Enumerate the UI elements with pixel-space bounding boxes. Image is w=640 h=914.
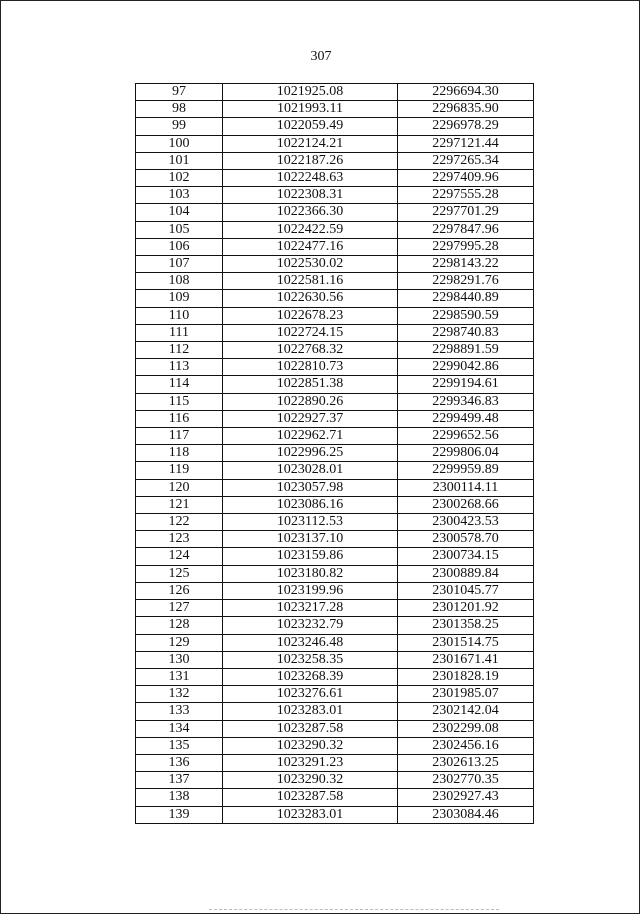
x-coordinate-cell: 1022308.31 [223,187,398,204]
point-number-cell: 116 [136,410,223,427]
table-row [136,496,534,513]
x-coordinate-cell: 1023180.82 [223,565,398,582]
x-coordinate-cell: 1022851.38 [223,376,398,393]
table-row [136,256,534,273]
y-coordinate-cell: 2303084.46 [398,806,534,823]
point-number-cell: 111 [136,324,223,341]
table-row [136,617,534,634]
point-number-cell: 109 [136,290,223,307]
point-number-cell: 130 [136,651,223,668]
point-number-cell: 131 [136,668,223,685]
point-number-cell: 99 [136,118,223,135]
y-coordinate-cell: 2299959.89 [398,462,534,479]
table-row [136,187,534,204]
table-row [136,479,534,496]
y-coordinate-cell: 2300734.15 [398,548,534,565]
table-row [136,170,534,187]
x-coordinate-cell: 1023217.28 [223,600,398,617]
x-coordinate-cell: 1022768.32 [223,342,398,359]
y-coordinate-cell: 2297121.44 [398,135,534,152]
table-row [136,307,534,324]
point-number-cell: 128 [136,617,223,634]
point-number-cell: 103 [136,187,223,204]
x-coordinate-cell: 1022630.56 [223,290,398,307]
table-row [136,668,534,685]
x-coordinate-cell: 1022124.21 [223,135,398,152]
point-number-cell: 136 [136,754,223,771]
x-coordinate-cell: 1022927.37 [223,410,398,427]
y-coordinate-cell: 2301514.75 [398,634,534,651]
point-number-cell: 114 [136,376,223,393]
table-row [136,359,534,376]
table-row [136,720,534,737]
y-coordinate-cell: 2297847.96 [398,221,534,238]
point-number-cell: 100 [136,135,223,152]
point-number-cell: 122 [136,514,223,531]
point-number-cell: 104 [136,204,223,221]
x-coordinate-cell: 1023258.35 [223,651,398,668]
point-number-cell: 138 [136,789,223,806]
point-number-cell: 134 [136,720,223,737]
footer-rule [209,909,499,910]
x-coordinate-cell: 1022477.16 [223,238,398,255]
point-number-cell: 106 [136,238,223,255]
point-number-cell: 112 [136,342,223,359]
y-coordinate-cell: 2299652.56 [398,428,534,445]
y-coordinate-cell: 2298590.59 [398,307,534,324]
x-coordinate-cell: 1022366.30 [223,204,398,221]
point-number-cell: 119 [136,462,223,479]
y-coordinate-cell: 2301985.07 [398,686,534,703]
point-number-cell: 124 [136,548,223,565]
point-number-cell: 123 [136,531,223,548]
table-row [136,772,534,789]
table-row [136,410,534,427]
x-coordinate-cell: 1023290.32 [223,737,398,754]
y-coordinate-cell: 2302142.04 [398,703,534,720]
x-coordinate-cell: 1023283.01 [223,703,398,720]
table-row [136,118,534,135]
coordinates-table-body [136,84,534,824]
x-coordinate-cell: 1022530.02 [223,256,398,273]
table-row [136,135,534,152]
x-coordinate-cell: 1023232.79 [223,617,398,634]
x-coordinate-cell: 1022996.25 [223,445,398,462]
y-coordinate-cell: 2302927.43 [398,789,534,806]
table-row [136,393,534,410]
point-number-cell: 126 [136,582,223,599]
table-row [136,806,534,823]
x-coordinate-cell: 1023290.32 [223,772,398,789]
point-number-cell: 97 [136,84,223,101]
x-coordinate-cell: 1023246.48 [223,634,398,651]
x-coordinate-cell: 1023086.16 [223,496,398,513]
coordinates-table [135,83,534,824]
table-row [136,324,534,341]
point-number-cell: 98 [136,101,223,118]
y-coordinate-cell: 2302613.25 [398,754,534,771]
y-coordinate-cell: 2300114.11 [398,479,534,496]
table-row [136,531,534,548]
point-number-cell: 129 [136,634,223,651]
y-coordinate-cell: 2297409.96 [398,170,534,187]
x-coordinate-cell: 1021925.08 [223,84,398,101]
table-row [136,789,534,806]
y-coordinate-cell: 2297701.29 [398,204,534,221]
point-number-cell: 107 [136,256,223,273]
x-coordinate-cell: 1022962.71 [223,428,398,445]
y-coordinate-cell: 2298891.59 [398,342,534,359]
y-coordinate-cell: 2299346.83 [398,393,534,410]
table-row [136,462,534,479]
y-coordinate-cell: 2299499.48 [398,410,534,427]
x-coordinate-cell: 1023159.86 [223,548,398,565]
y-coordinate-cell: 2296978.29 [398,118,534,135]
y-coordinate-cell: 2302770.35 [398,772,534,789]
table-row [136,703,534,720]
table-row [136,445,534,462]
y-coordinate-cell: 2300423.53 [398,514,534,531]
x-coordinate-cell: 1023057.98 [223,479,398,496]
x-coordinate-cell: 1022678.23 [223,307,398,324]
point-number-cell: 102 [136,170,223,187]
table-row [136,565,534,582]
x-coordinate-cell: 1022724.15 [223,324,398,341]
point-number-cell: 105 [136,221,223,238]
table-row [136,582,534,599]
y-coordinate-cell: 2301201.92 [398,600,534,617]
x-coordinate-cell: 1022890.26 [223,393,398,410]
table-row [136,651,534,668]
table-row [136,737,534,754]
point-number-cell: 113 [136,359,223,376]
x-coordinate-cell: 1023287.58 [223,789,398,806]
x-coordinate-cell: 1023137.10 [223,531,398,548]
y-coordinate-cell: 2300578.70 [398,531,534,548]
table-row [136,273,534,290]
y-coordinate-cell: 2301671.41 [398,651,534,668]
y-coordinate-cell: 2299806.04 [398,445,534,462]
y-coordinate-cell: 2296835.90 [398,101,534,118]
x-coordinate-cell: 1023287.58 [223,720,398,737]
point-number-cell: 118 [136,445,223,462]
point-number-cell: 125 [136,565,223,582]
y-coordinate-cell: 2300268.66 [398,496,534,513]
table-row [136,290,534,307]
y-coordinate-cell: 2299042.86 [398,359,534,376]
y-coordinate-cell: 2299194.61 [398,376,534,393]
table-row [136,204,534,221]
table-row [136,376,534,393]
y-coordinate-cell: 2301045.77 [398,582,534,599]
point-number-cell: 139 [136,806,223,823]
point-number-cell: 115 [136,393,223,410]
x-coordinate-cell: 1022187.26 [223,152,398,169]
table-row [136,686,534,703]
table-row [136,84,534,101]
x-coordinate-cell: 1022810.73 [223,359,398,376]
point-number-cell: 121 [136,496,223,513]
x-coordinate-cell: 1022248.63 [223,170,398,187]
x-coordinate-cell: 1023028.01 [223,462,398,479]
page-number: 307 [310,49,332,64]
table-row [136,238,534,255]
x-coordinate-cell: 1022422.59 [223,221,398,238]
y-coordinate-cell: 2302299.08 [398,720,534,737]
table-row [136,152,534,169]
y-coordinate-cell: 2298291.76 [398,273,534,290]
y-coordinate-cell: 2298440.89 [398,290,534,307]
table-row [136,428,534,445]
table-row [136,221,534,238]
point-number-cell: 110 [136,307,223,324]
x-coordinate-cell: 1023283.01 [223,806,398,823]
y-coordinate-cell: 2300889.84 [398,565,534,582]
x-coordinate-cell: 1023291.23 [223,754,398,771]
table-row [136,342,534,359]
point-number-cell: 133 [136,703,223,720]
point-number-cell: 132 [136,686,223,703]
y-coordinate-cell: 2297995.28 [398,238,534,255]
x-coordinate-cell: 1022581.16 [223,273,398,290]
x-coordinate-cell: 1023276.61 [223,686,398,703]
x-coordinate-cell: 1023199.96 [223,582,398,599]
y-coordinate-cell: 2302456.16 [398,737,534,754]
point-number-cell: 108 [136,273,223,290]
point-number-cell: 117 [136,428,223,445]
table-row [136,754,534,771]
x-coordinate-cell: 1023268.39 [223,668,398,685]
y-coordinate-cell: 2297265.34 [398,152,534,169]
y-coordinate-cell: 2298143.22 [398,256,534,273]
point-number-cell: 127 [136,600,223,617]
x-coordinate-cell: 1021993.11 [223,101,398,118]
y-coordinate-cell: 2297555.28 [398,187,534,204]
table-row [136,600,534,617]
y-coordinate-cell: 2301358.25 [398,617,534,634]
y-coordinate-cell: 2301828.19 [398,668,534,685]
x-coordinate-cell: 1022059.49 [223,118,398,135]
point-number-cell: 120 [136,479,223,496]
point-number-cell: 101 [136,152,223,169]
table-row [136,101,534,118]
point-number-cell: 137 [136,772,223,789]
point-number-cell: 135 [136,737,223,754]
table-row [136,514,534,531]
y-coordinate-cell: 2296694.30 [398,84,534,101]
table-row [136,634,534,651]
y-coordinate-cell: 2298740.83 [398,324,534,341]
table-row [136,548,534,565]
x-coordinate-cell: 1023112.53 [223,514,398,531]
